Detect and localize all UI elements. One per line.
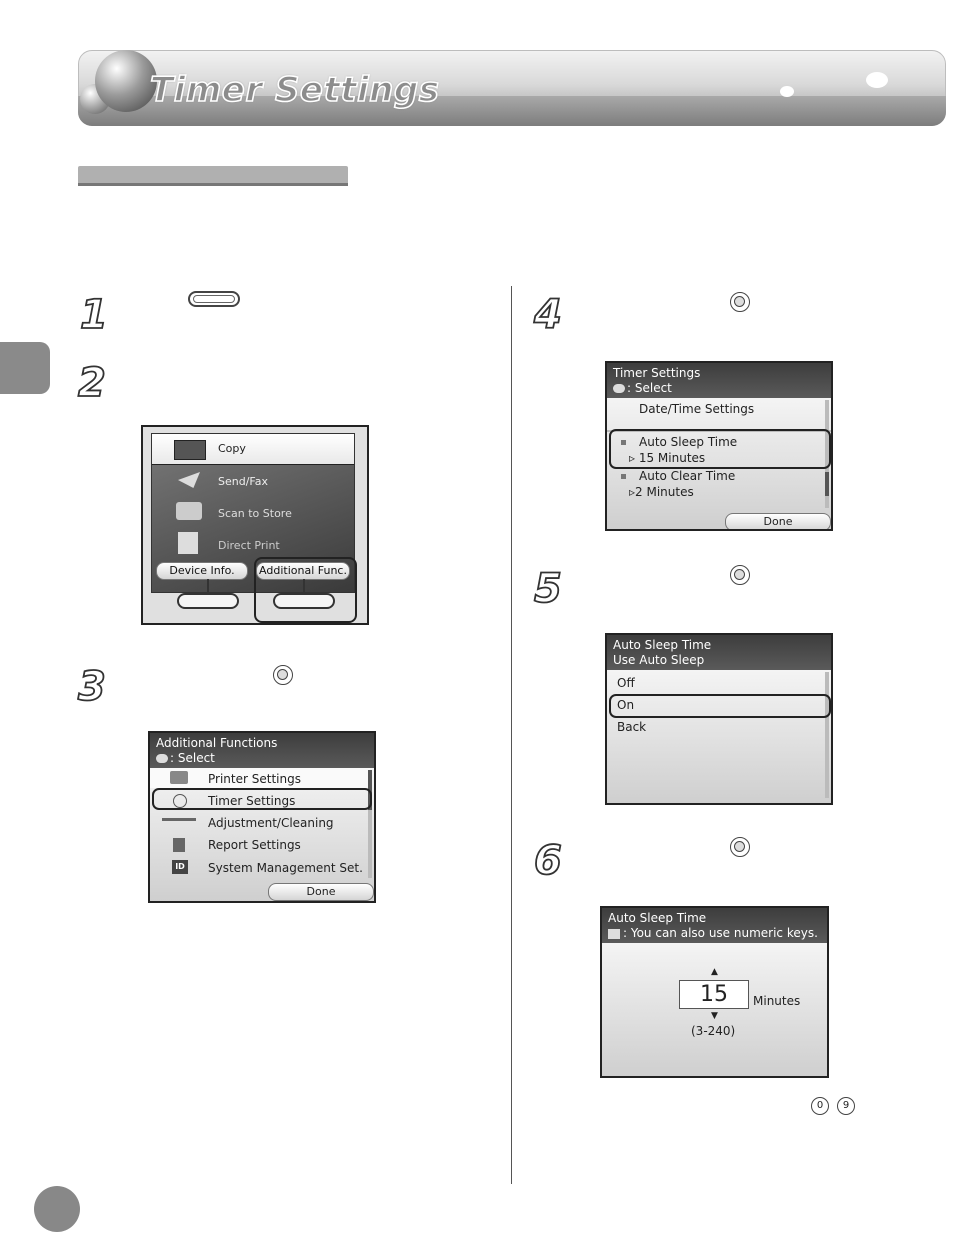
option-off[interactable]: Off bbox=[617, 676, 635, 690]
screen-title: Auto Sleep Time bbox=[608, 911, 707, 925]
option-back[interactable]: Back bbox=[617, 720, 647, 734]
range-label: (3-240) bbox=[691, 1024, 736, 1038]
screen-body bbox=[602, 943, 827, 1076]
list-item[interactable]: Report Settings bbox=[208, 838, 301, 852]
highlight-frame bbox=[152, 788, 372, 810]
right-soft-key[interactable] bbox=[273, 593, 335, 609]
increase-arrow-icon[interactable]: ▲ bbox=[711, 967, 718, 977]
screen-title: Timer Settings bbox=[613, 366, 701, 380]
screen-body bbox=[607, 398, 831, 529]
screen-subtitle: Use Auto Sleep bbox=[613, 653, 705, 667]
timer-settings-screen bbox=[605, 361, 833, 531]
value-text: 15 Minutes bbox=[638, 451, 706, 465]
step-number: 2 bbox=[78, 360, 106, 406]
left-soft-key[interactable] bbox=[177, 593, 239, 609]
copy-icon bbox=[174, 440, 206, 460]
step-number: 4 bbox=[534, 292, 562, 338]
ok-icon bbox=[156, 754, 168, 763]
list-item[interactable]: Printer Settings bbox=[208, 772, 301, 786]
screen-title: Additional Functions bbox=[156, 736, 278, 750]
screen-subtitle: : Select bbox=[170, 751, 215, 765]
value-input[interactable]: 15 bbox=[679, 980, 749, 1009]
additional-functions-screen bbox=[148, 731, 376, 903]
list-item[interactable]: Auto Clear Time bbox=[639, 469, 736, 483]
list-item[interactable]: Adjustment/Cleaning bbox=[208, 816, 334, 830]
ok-key-icon bbox=[273, 665, 293, 685]
ok-key-icon bbox=[730, 837, 750, 857]
list-item[interactable]: Timer Settings bbox=[208, 794, 296, 808]
home-item-scan-to-store[interactable]: Scan to Store bbox=[218, 507, 292, 520]
page-number-circle bbox=[34, 1186, 80, 1232]
list-item[interactable]: Auto Sleep Time bbox=[639, 435, 738, 449]
highlight-frame bbox=[254, 557, 357, 623]
list-item-value: ▹2 Minutes bbox=[629, 485, 694, 499]
auto-sleep-option-screen bbox=[605, 633, 833, 805]
ok-key-icon bbox=[730, 292, 750, 312]
home-screen-panel bbox=[141, 425, 369, 625]
section-heading-underline bbox=[78, 183, 348, 186]
home-item-send-fax[interactable]: Send/Fax bbox=[218, 475, 268, 488]
system-id-icon: ID bbox=[172, 860, 188, 874]
ok-key-icon bbox=[730, 565, 750, 585]
main-menu-key-icon bbox=[188, 291, 240, 307]
screen-body bbox=[607, 670, 831, 803]
home-item-direct-print[interactable]: Direct Print bbox=[218, 539, 280, 552]
chapter-tab bbox=[0, 342, 50, 394]
screen-subtitle: : You can also use numeric keys. bbox=[623, 926, 818, 940]
bullet-icon bbox=[621, 474, 626, 479]
screen-header bbox=[607, 635, 831, 670]
done-button[interactable]: Done bbox=[268, 883, 374, 901]
decor-ball-large bbox=[95, 50, 157, 112]
screen-header bbox=[607, 363, 831, 398]
printer-icon bbox=[170, 771, 188, 784]
step-number: 5 bbox=[534, 566, 562, 612]
adjustment-icon bbox=[162, 818, 196, 821]
connector-line bbox=[303, 579, 305, 593]
highlight-frame bbox=[609, 429, 831, 469]
list-item[interactable]: System Management Set. bbox=[208, 861, 363, 875]
home-item-copy[interactable]: Copy bbox=[218, 442, 246, 455]
numeric-key-0-icon: 0 bbox=[811, 1097, 829, 1115]
unit-label: Minutes bbox=[753, 994, 801, 1008]
scan-icon bbox=[176, 502, 202, 520]
report-icon bbox=[173, 838, 185, 852]
direct-print-icon bbox=[178, 532, 198, 554]
numeric-keys-icon bbox=[608, 929, 620, 939]
screen-header bbox=[602, 908, 827, 943]
done-button[interactable]: Done bbox=[725, 513, 831, 531]
list-item-value: ▹ 15 Minutes bbox=[629, 451, 706, 465]
decor-dot bbox=[780, 86, 794, 97]
step-number: 1 bbox=[80, 292, 108, 338]
screen-body bbox=[150, 768, 374, 901]
decor-dot bbox=[866, 72, 888, 88]
scrollbar bbox=[825, 672, 829, 798]
step-number: 6 bbox=[534, 838, 562, 884]
step-number: 3 bbox=[78, 664, 106, 710]
value-text: 2 Minutes bbox=[635, 485, 694, 499]
option-on[interactable]: On bbox=[617, 698, 635, 712]
screen-subtitle: : Select bbox=[627, 381, 672, 395]
page-title: Timer Settings bbox=[150, 70, 440, 110]
ok-icon bbox=[613, 384, 625, 393]
scrollbar[interactable] bbox=[368, 770, 372, 878]
screen-title: Auto Sleep Time bbox=[613, 638, 712, 652]
screen-header bbox=[150, 733, 374, 768]
column-divider bbox=[511, 286, 512, 1184]
numeric-key-9-icon: 9 bbox=[837, 1097, 855, 1115]
highlight-frame bbox=[609, 694, 831, 718]
auto-sleep-value-screen bbox=[600, 906, 829, 1078]
decrease-arrow-icon[interactable]: ▼ bbox=[711, 1011, 718, 1021]
send-fax-icon bbox=[178, 472, 200, 488]
connector-line bbox=[207, 579, 209, 593]
list-item[interactable]: Date/Time Settings bbox=[639, 402, 755, 416]
device-info-button[interactable]: Device Info. bbox=[156, 562, 248, 580]
additional-func-button[interactable]: Additional Func. bbox=[256, 562, 350, 580]
